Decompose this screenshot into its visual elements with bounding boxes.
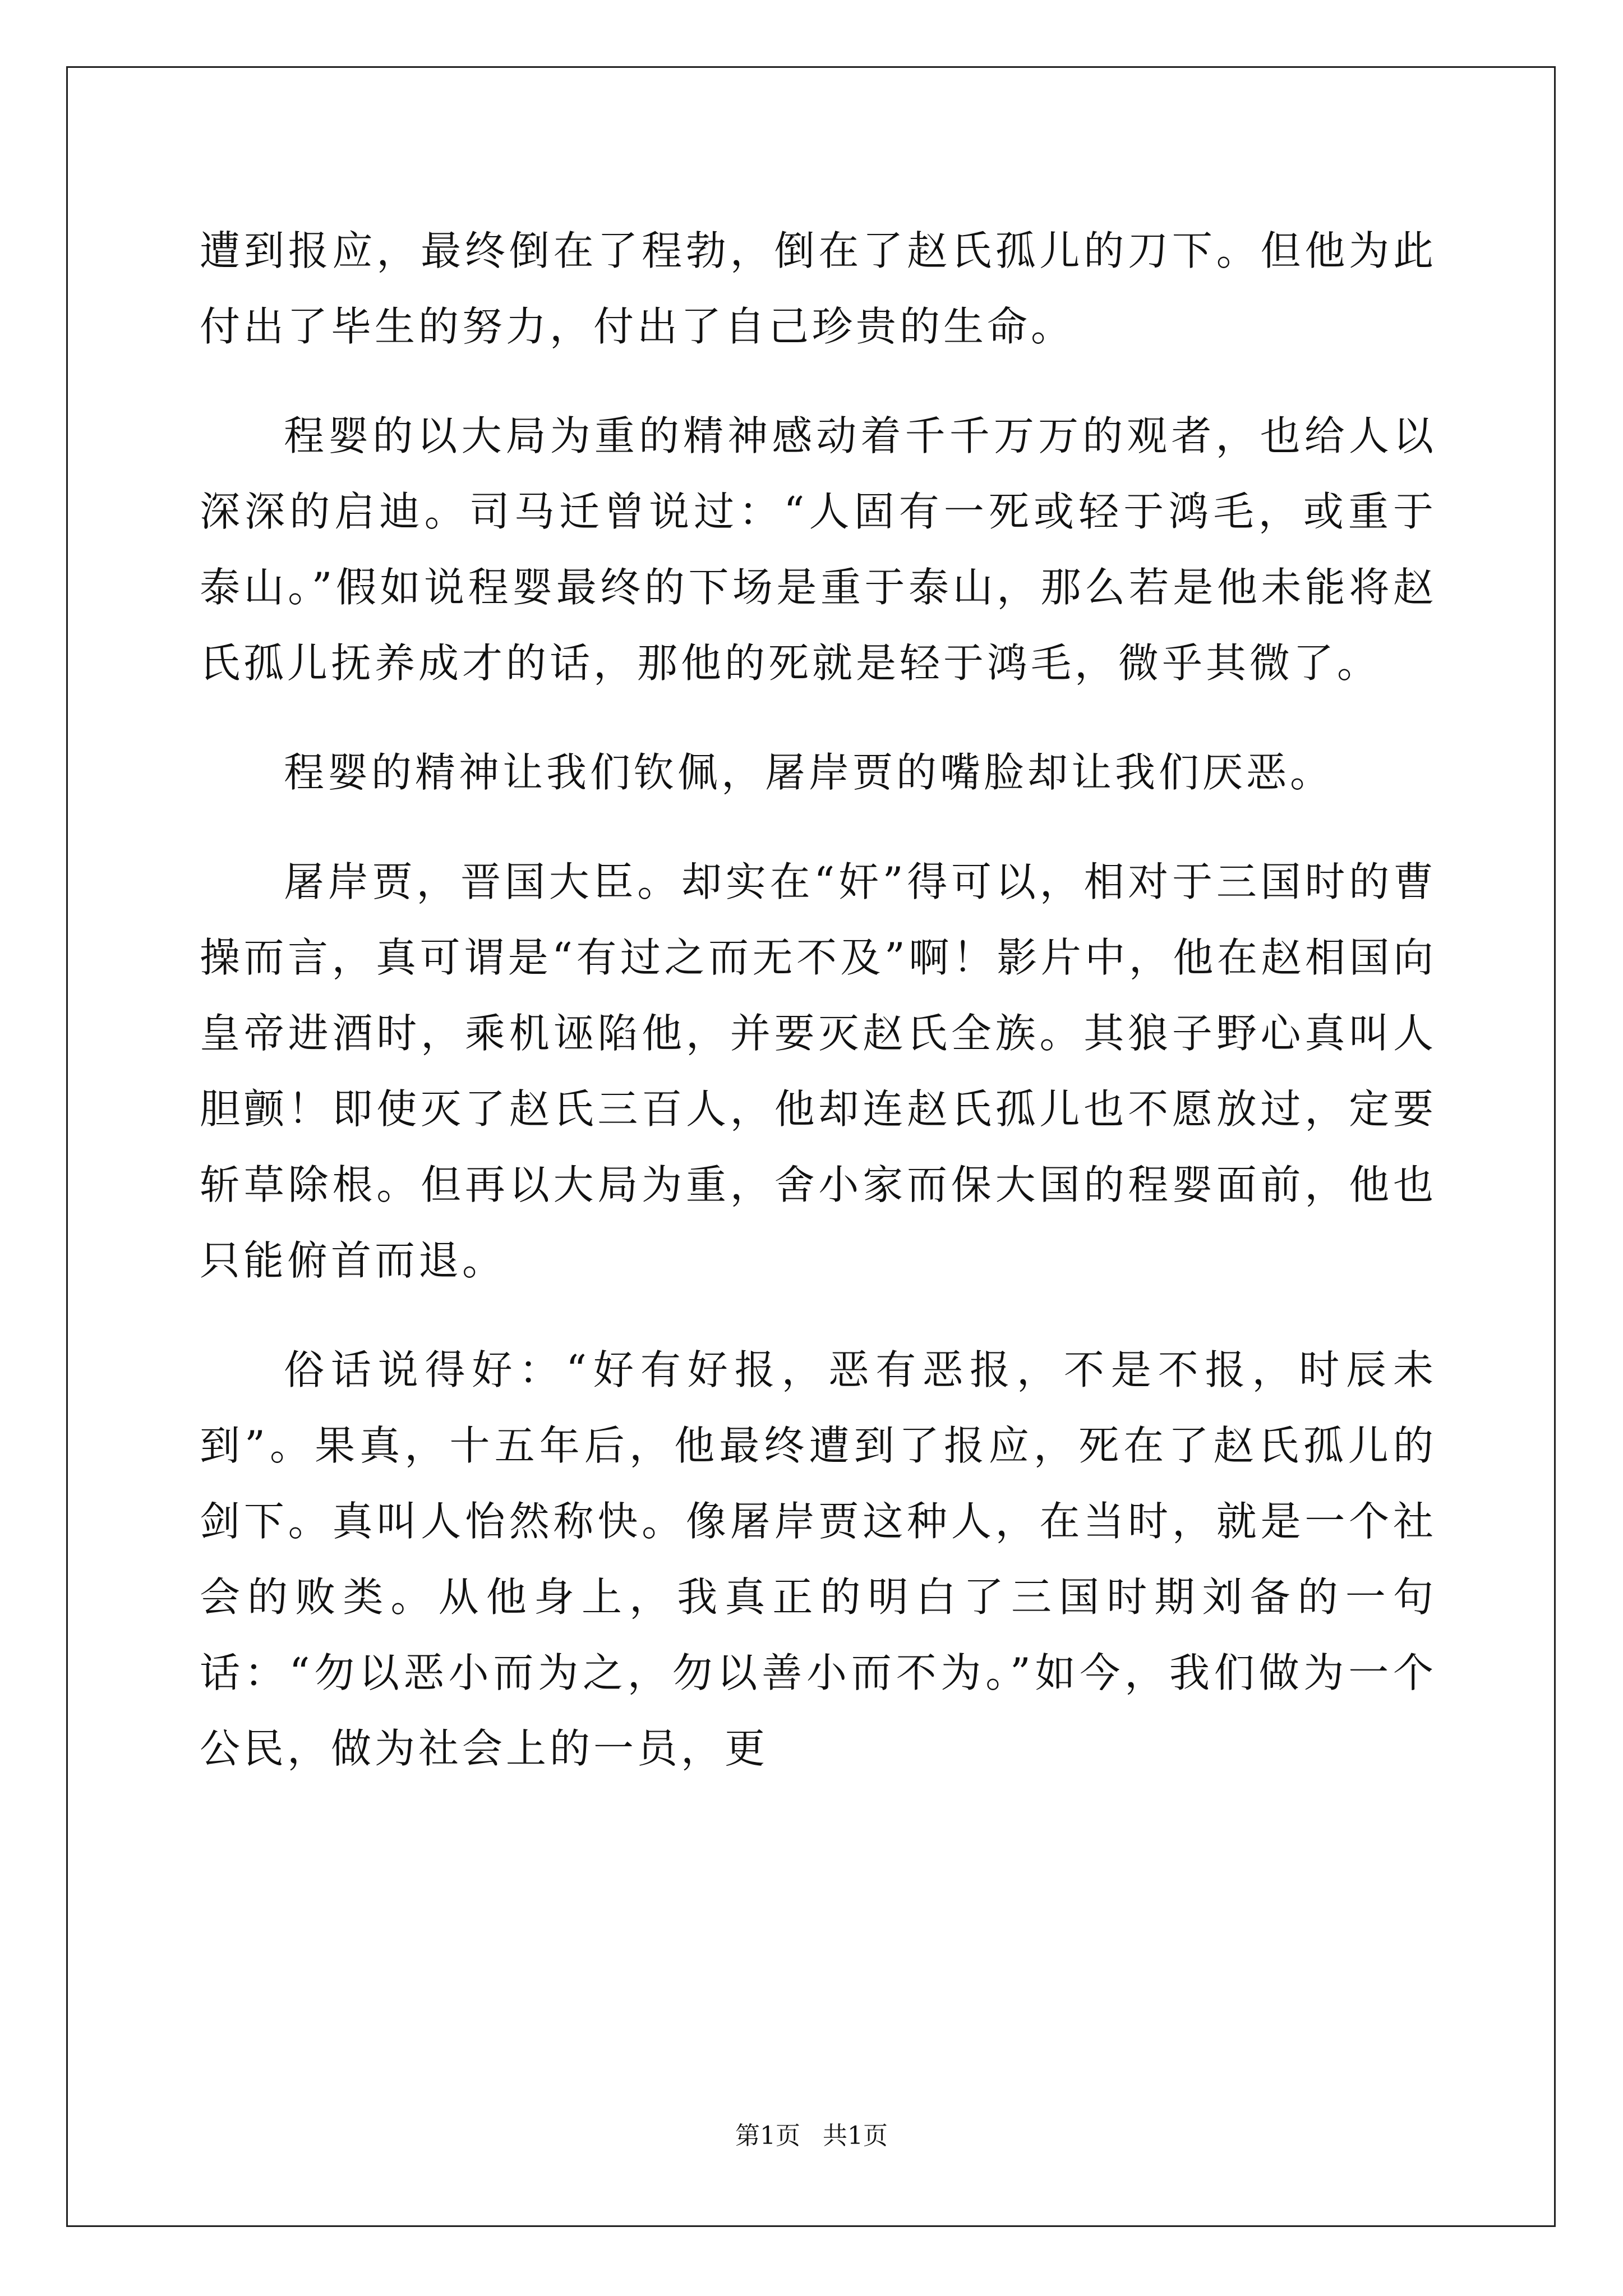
paragraph-2: 程婴的以大局为重的精神感动着千千万万的观者，也给人以深深的启迪。司马迁曾说过：“人固有一死或轻于鸿毛，或重于泰山。”假如说程婴最终的下场是重于泰山，那么若是他未能将赵氏孤儿抚养成才的话，那他的死就是轻于鸿毛，微乎其微了。: [200, 412, 1437, 687]
paragraph-1: 遭到报应，最终倒在了程勃，倒在了赵氏孤儿的刀下。但他为此付出了毕生的努力，付出了自己珍贵的生命。: [200, 227, 1437, 350]
document-body: [200, 213, 1437, 1820]
paragraph-4: 屠岸贾，晋国大臣。却实在“奸”得可以，相对于三国时的曹操而言，真可谓是“有过之而无不及”啊！影片中，他在赵相国向皇帝进酒时，乘机诬陷他，并要灭赵氏全族。其狼子野心真叫人胆颤！即使灭了赵氏三百人，他却连赵氏孤儿也不愿放过，定要斩草除根。但再以大局为重，舍小家而保大国的程婴面前，他也只能俯首而退。: [200, 858, 1437, 1284]
paragraph-3: 程婴的精神让我们钦佩，屠岸贾的嘴脸却让我们厌恶。: [284, 749, 1334, 796]
page-number: 第1页: [735, 2122, 800, 2150]
total-pages: 共1页: [823, 2122, 888, 2150]
paragraph-5: 俗话说得好：“好有好报，恶有恶报，不是不报，时辰未到”。果真，十五年后，他最终遭到了报应，死在了赵氏孤儿的剑下。真叫人怡然称快。像屠岸贾这种人，在当时，就是一个社会的败类。从他身上，我真正的明白了三国时期刘备的一句话：“勿以恶小而为之，勿以善小而不为。”如今，我们做为一个公民，做为社会上的一员，更: [200, 1346, 1437, 1772]
page-footer: [0, 2119, 1623, 2153]
